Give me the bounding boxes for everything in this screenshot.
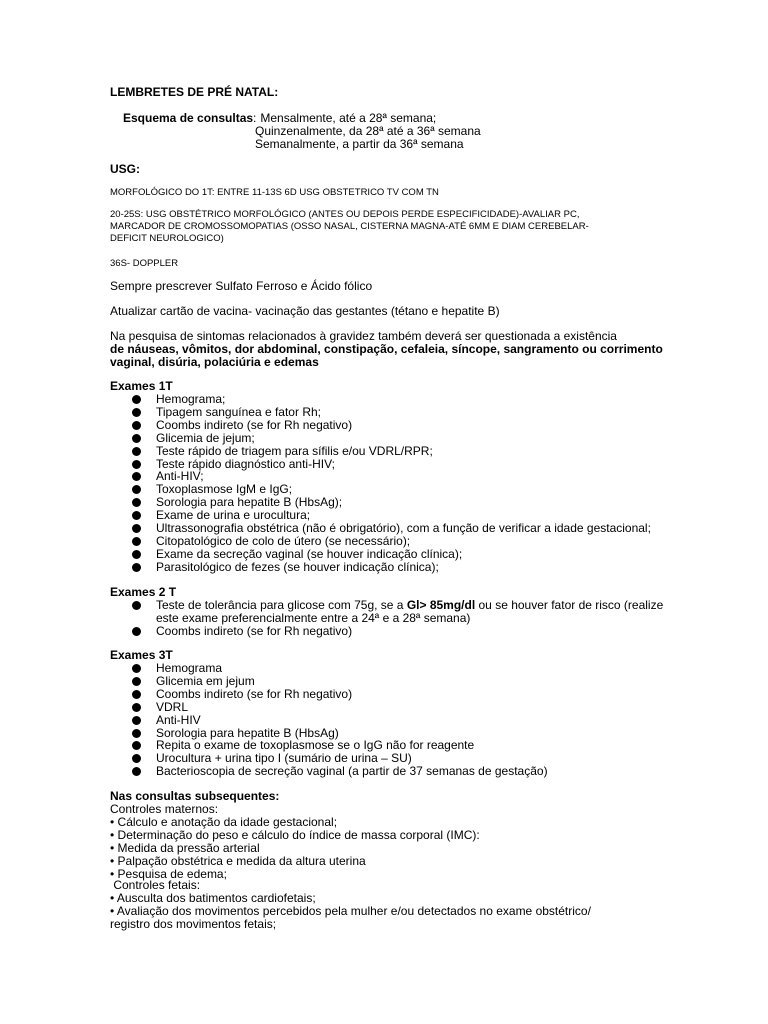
gtt-line-2: este exame preferencialmente entre a 24ª e a 28ª semana): [156, 611, 471, 625]
bullet-icon: [132, 408, 141, 417]
list-item-text: Exame de urina e urocultura;: [156, 508, 311, 523]
bullet-icon: [132, 703, 141, 712]
list-item-text: Hemograma;: [156, 392, 226, 406]
list-item-text: Anti-HIV: [156, 712, 201, 727]
bullet-icon: [132, 460, 141, 469]
list-item-text: Sorologia para hepatite B (HbsAg): [156, 725, 339, 740]
list-item-text: Exame da secreção vaginal (se houver indicação clínica);: [156, 546, 463, 561]
list-item: [0, 662, 768, 675]
list-item-text: Glicemia de jejum;: [156, 430, 255, 445]
gtt-after: ou se houver fator de risco (realize: [475, 598, 664, 612]
usg-morfo-2t-line-2: MARCADOR DE CROMOSSOMOPATIAS (OSSO NASAL, CISTERNA MAGNA-ATÉ 6MM E DIAM CEREBELAR-: [110, 221, 589, 232]
bullet-icon: [132, 690, 141, 699]
list-item: [0, 496, 768, 509]
exames-3t-heading: Exames 3T: [110, 648, 173, 662]
list-item: [0, 548, 768, 561]
list-item: [0, 470, 768, 483]
list-item: [0, 419, 768, 432]
maternos-item: • Palpação obstétrica e medida da altura uterina: [110, 854, 366, 868]
list-item: [0, 406, 768, 419]
list-item: [0, 535, 768, 548]
list-item-text: Citopatológico de colo de útero (se necessário);: [156, 533, 411, 548]
bullet-icon: [132, 537, 141, 546]
bullet-icon: [132, 601, 141, 610]
schedule-line-1: Mensalmente, até a 28ª semana;: [260, 111, 437, 125]
usg-doppler: 36S- DOPPLER: [110, 258, 179, 269]
page-title: LEMBRETES DE PRÉ NATAL:: [110, 85, 279, 99]
bullet-icon: [132, 472, 141, 481]
list-item: [0, 701, 768, 714]
gtt-before: Teste de tolerância para glicose com 75g, se a: [156, 598, 407, 612]
list-item-text: Repita o exame de toxoplasmose se o IgG não for reagente: [156, 738, 475, 753]
maternos-item: • Cálculo e anotação da idade gestacional;: [110, 815, 338, 829]
list-item-text: Teste rápido de triagem para sífilis e/ou VDRL/RPR;: [156, 443, 433, 458]
bullet-icon: [132, 395, 141, 404]
sintomas-intro: Na pesquisa de sintomas relacionados à gravidez também deverá ser questionada a existência: [110, 329, 617, 343]
exames-2t-coombs-item: [0, 625, 768, 638]
list-item-text: Anti-HIV;: [156, 469, 204, 484]
bullet-icon: [132, 754, 141, 763]
schedule-colon: :: [253, 111, 257, 125]
vacina-text: Atualizar cartão de vacina- vacinação das gestantes (tétano e hepatite B): [110, 304, 500, 318]
bullet-icon: [132, 498, 141, 507]
sintomas-bold-line-2: vaginal, disúria, polaciúria e edemas: [110, 355, 319, 369]
list-item: [0, 561, 768, 574]
list-item-text: Coombs indireto (se for Rh negativo): [156, 417, 353, 432]
prescricao-text: Sempre prescrever Sulfato Ferroso e Ácido fólico: [110, 279, 373, 293]
fetais-label: Controles fetais:: [110, 878, 201, 892]
bullet-icon: [132, 434, 141, 443]
list-item-text: Coombs indireto (se for Rh negativo): [156, 624, 353, 638]
bullet-icon: [132, 485, 141, 494]
bullet-icon: [132, 716, 141, 725]
list-item-text: Urocultura + urina tipo I (sumário de urina – SU): [156, 751, 412, 766]
list-item: [0, 675, 768, 688]
list-item-text: Hemograma: [156, 661, 223, 675]
list-item-text: VDRL: [156, 699, 189, 714]
usg-morfo-2t-line-3: DEFICIT NEUROLOGICO): [110, 233, 224, 244]
maternos-item: • Pesquisa de edema;: [110, 867, 227, 881]
list-item-text: Parasitológico de fezes (se houver indicação clínica);: [156, 559, 439, 574]
exames-1t-heading: Exames 1T: [110, 379, 173, 393]
list-item: [0, 714, 768, 727]
bullet-icon: [132, 550, 141, 559]
list-item: [0, 445, 768, 458]
bullet-icon: [132, 767, 141, 776]
bullet-icon: [132, 563, 141, 572]
fetais-item: • Ausculta dos batimentos cardiofetais;: [110, 891, 316, 905]
gtt-threshold: Gl> 85mg/dl: [406, 598, 476, 612]
list-item: [0, 765, 768, 778]
bullet-icon: [132, 729, 141, 738]
list-item: [0, 688, 768, 701]
usg-morfo-1t: MORFOLÓGICO DO 1T: ENTRE 11-13S 6D USG OBSTETRICO TV COM TN: [110, 187, 439, 198]
bullet-icon: [132, 627, 141, 636]
list-item: [0, 458, 768, 471]
fetais-item: • Avaliação dos movimentos percebidos pela mulher e/ou detectados no exame obstétrico/: [110, 904, 591, 918]
bullet-icon: [132, 524, 141, 533]
usg-morfo-2t-line-1: 20-25S: USG OBSTÉTRICO MORFOLÓGICO (ANTES OU DEPOIS PERDE ESPECIFICIDADE)-AVALIAR PC,: [110, 209, 580, 220]
subsequentes-heading: Nas consultas subsequentes:: [110, 789, 280, 803]
list-item-text: Toxoplasmose IgM e IgG;: [156, 482, 293, 497]
bullet-icon: [132, 664, 141, 673]
list-item-text: Tipagem sanguínea e fator Rh;: [156, 404, 321, 419]
list-item-text: Glicemia em jejum: [156, 673, 255, 688]
list-item-text: Sorologia para hepatite B (HbsAg);: [156, 495, 343, 510]
list-item-text: Coombs indireto (se for Rh negativo): [156, 686, 353, 701]
bullet-icon: [132, 741, 141, 750]
bullet-icon: [132, 511, 141, 520]
bullet-icon: [132, 421, 141, 430]
list-item: [0, 483, 768, 496]
schedule-line-2: Quinzenalmente, da 28ª até a 36ª semana: [255, 124, 481, 138]
maternos-label: Controles maternos:: [110, 802, 219, 816]
list-item: [0, 432, 768, 445]
list-item: [0, 393, 768, 406]
fetais-item: registro dos movimentos fetais;: [110, 917, 277, 931]
sintomas-bold-line-1: de náuseas, vômitos, dor abdominal, constipação, cefaleia, síncope, sangramento ou corrimento: [110, 342, 663, 356]
usg-heading: USG:: [110, 162, 140, 176]
exames-2t-heading: Exames 2 T: [110, 585, 177, 599]
bullet-icon: [132, 677, 141, 686]
list-item-text: Teste rápido diagnóstico anti-HIV;: [156, 456, 335, 471]
schedule-label: Esquema de consultas: [123, 111, 254, 125]
schedule-line-3: Semanalmente, a partir da 36ª semana: [255, 137, 464, 151]
maternos-item: • Determinação do peso e cálculo do índice de massa corporal (IMC):: [110, 828, 480, 842]
bullet-icon: [132, 447, 141, 456]
list-item-text: Bacterioscopia de secreção vaginal (a partir de 37 semanas de gestação): [156, 764, 548, 779]
maternos-item: • Medida da pressão arterial: [110, 841, 260, 855]
list-item-text: Ultrassonografia obstétrica (não é obrigatório), com a função de verificar a idade gestacional;: [156, 521, 651, 535]
